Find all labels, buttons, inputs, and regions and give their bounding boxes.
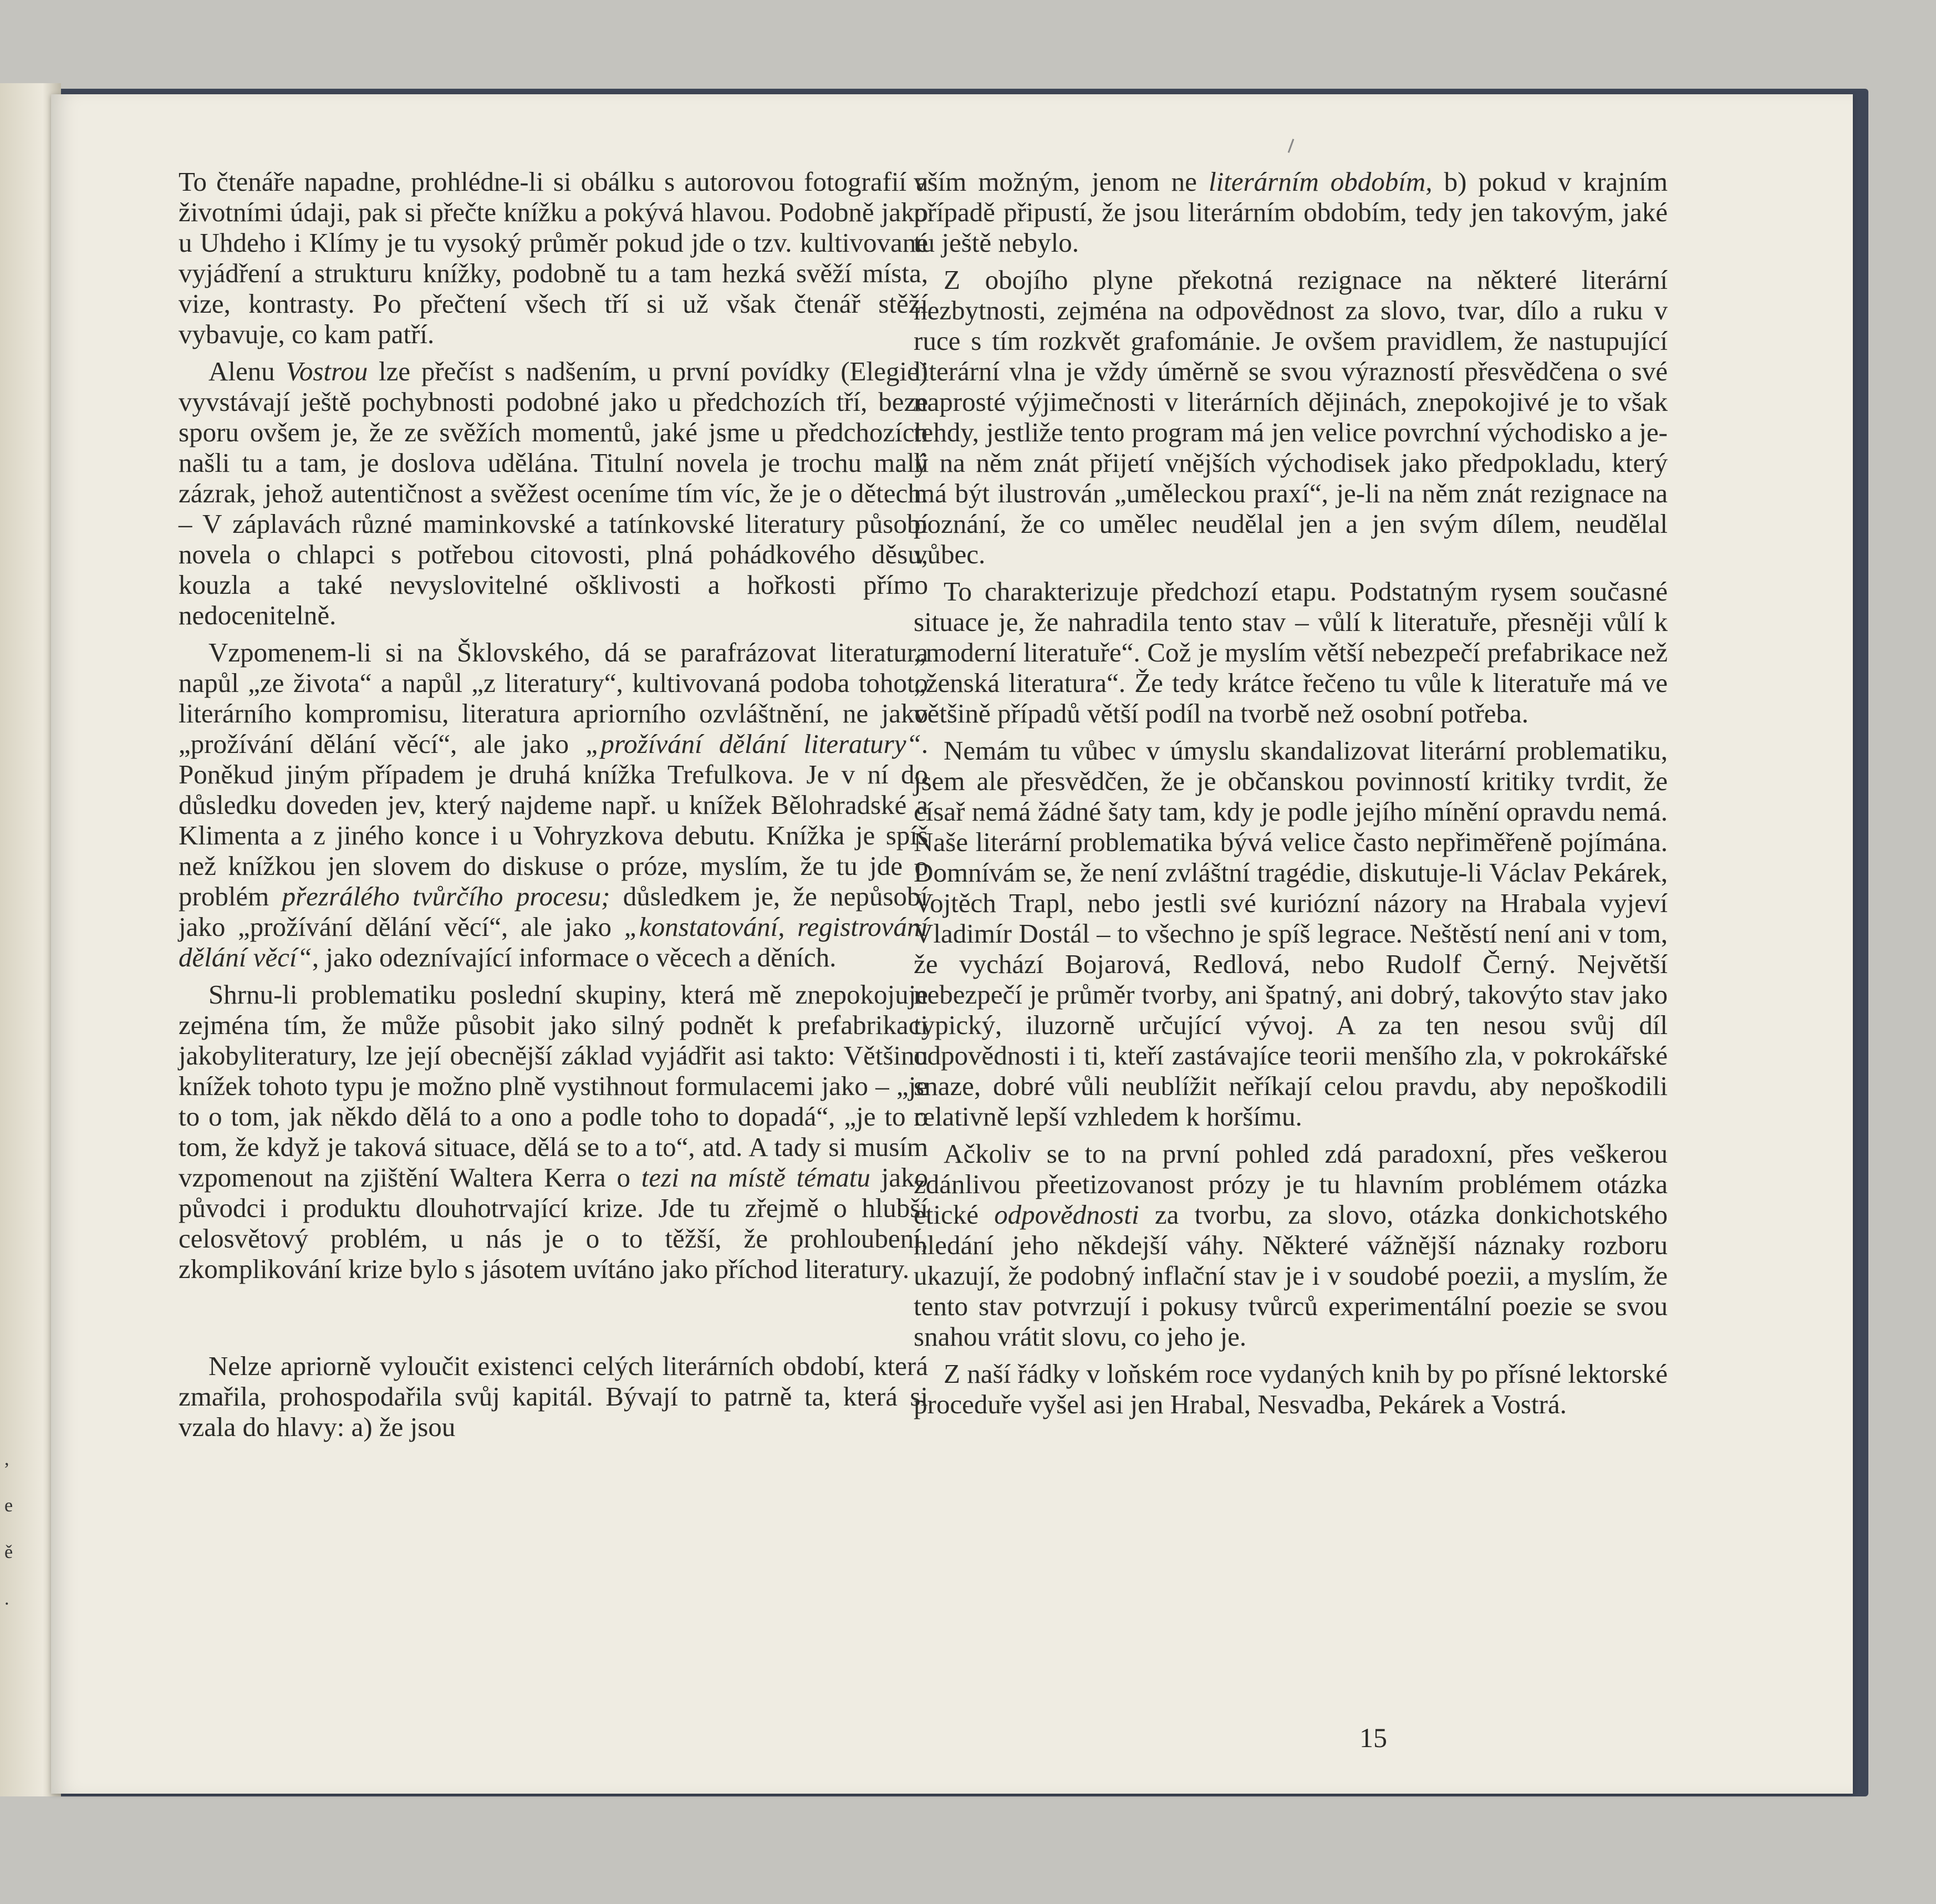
book-page (51, 94, 1853, 1794)
left-column (179, 166, 928, 1449)
paragraph: To charakterizuje předchozí etapu. Podstatným rysem současné situace je, že nahradila tento stav – vůlí k literatuře, přesněji vůlí k „moderní literatuře“. Což je myslím větší nebezpečí prefabrikace než „ženská literatura“. Že tedy krátce řečeno tu vůle k literatuře má ve většině případů větší podíl na tvorbě než osobní potřeba. (914, 576, 1668, 729)
right-column (914, 166, 1668, 1426)
edge-glyph: , (4, 1449, 9, 1469)
paragraph: Ačkoliv se to na první pohled zdá paradoxní, přes veškerou zdánlivou přeetizovanost prózy je tu hlavním problémem otázka etické odpovědnosti za tvorbu, za slovo, otázka donkichotského hledání jeho někdejší váhy. Některé vážnější náznaky rozboru ukazují, že podobný inflační stav je i v soudobé poezii, a myslím, že tento stav potvrzují i pokusy tvůrců experimentální poezie se svou snahou vrátit slovu, co jeho je. (914, 1138, 1668, 1352)
pencil-mark (1288, 139, 1295, 152)
edge-glyph: . (4, 1589, 9, 1609)
paragraph: Vzpomenem-li si na Šklovského, dá se parafrázovat literatura napůl „ze života“ a napůl „z literatury“, kultivovaná podoba tohoto literárního kompromisu, literatura apriorního ozvláštnění, ne jako „prožívání dělání věcí“, ale jako „prožívání dělání literatury“. Poněkud jiným případem je druhá knížka Trefulkova. Je v ní do důsledku doveden jev, který najdeme např. u knížek Bělohradské a Klimenta a z jiného konce i u Vohryzkova debutu. Knížka je spíš než knížkou jen slovem do diskuse o próze, myslím, že tu jde o problém přezrálého tvůrčího procesu; důsledkem je, že nepůsobí jako „prožívání dělání věcí“, ale jako „konstatování, registrování dělání věcí“, jako odeznívající informace o věcech a děních. (179, 637, 929, 973)
edge-glyphs (4, 1436, 16, 1622)
paragraph: Shrnu-li problematiku poslední skupiny, která mě znepokojuje zejména tím, že může působit jako silný podnět k prefabrikaci jakobyliteratury, lze její obecnější základ vyjádřit asi takto: Většinu knížek tohoto typu je možno plně vystihnout formulacemi jako – „je to o tom, jak někdo dělá to a ono a podle toho to dopadá“, „je to o tom, že když je taková situace, dělá se to a to“, atd. A tady si musím vzpomenout na zjištění Waltera Kerra o tezi na místě tématu jako původci i produktu dlouhotrvající krize. Jde tu zřejmě o hlubší celosvětový problém, u nás je o to těžší, že prohloubení, zkomplikování krize bylo s jásotem uvítáno jako příchod literatury. (179, 979, 928, 1284)
paragraph: Z obojího plyne překotná rezignace na některé literární nezbytnosti, zejména na odpovědnost za slovo, tvar, dílo a ruku v ruce s tím rozkvět grafománie. Je ovšem pravidlem, že nastupující literární vlna je vždy úměrně se svou výrazností přesvědčena o své naprosté výjimečnosti v literárních dějinách, znepokojivé je to však tehdy, jestliže tento program má jen velice povrchní východisko a je-li na něm znát přijetí vnějších východisek jako předpokladu, který má být ilustrován „uměleckou praxí“, je-li na něm znát rezignace na poznání, že co umělec neudělal jen a jen svým dílem, neudělal vůbec. (914, 264, 1668, 569)
paragraph: vším možným, jenom ne literárním obdobím, b) pokud v krajním případě připustí, že jsou literárním obdobím, tedy jen takovým, jaké tu ještě nebylo. (914, 166, 1668, 258)
paragraph: Nelze apriorně vyloučit existenci celých literárních období, která zmařila, prohospodařila svůj kapitál. Bývají to patrně ta, která si vzala do hlavy: a) že jsou (179, 1351, 928, 1442)
paragraph: Nemám tu vůbec v úmyslu skandalizovat literární problematiku, jsem ale přesvědčen, že je občanskou povinností kritiky tvrdit, že císař nemá žádné šaty tam, kdy je podle jejího mínění opravdu nemá. Naše literární problematika bývá velice často nepřiměřeně pojímána. Domnívám se, že není zvláštní tragédie, diskutuje-li Václav Pekárek, Vojtěch Trapl, nebo jestli své kuriózní názory na Hrabala vyjeví Vladimír Dostál – to všechno je spíš legrace. Neštěstí není ani v tom, že vychází Bojarová, Redlová, nebo Rudolf Černý. Největší nebezpečí je průměr tvorby, ani špatný, ani dobrý, takovýto stav jako typický, iluzorně určující vývoj. A za ten nesou svůj díl odpovědnosti i ti, kteří zastávajíce teorii menšího zla, v pokrokářské snaze, dobré vůli neublížit neříkají celou pravdu, aby nepoškodili relativně lepší vzhledem k horšímu. (914, 735, 1668, 1132)
edge-glyph: e (4, 1495, 13, 1516)
paragraph: Alenu Vostrou lze přečíst s nadšením, u první povídky (Elegie) vyvstávají ještě pochybnosti podobné jako u předchozích tří, beze sporu ovšem je, že ze svěžích momentů, jaké jsme u předchozích našli tu a tam, je doslova udělána. Titulní novela je trochu malý zázrak, jehož autentičnost a svěžest oceníme tím víc, že je o dětech. – V záplavách různé maminkovské a tatínkovské literatury působí novela o chlapci s potřebou citovosti, plná pohádkového děsu, kouzla a také nevyslovitelné ošklivosti a hořkosti přímo nedocenitelně. (179, 356, 929, 630)
edge-glyph: ě (4, 1542, 13, 1562)
page-number: 15 (1359, 1722, 1387, 1753)
paragraph: To čtenáře napadne, prohlédne-li si obálku s autorovou fotografií a životními údaji, pak si přečte knížku a pokývá hlavou. Podobně jako u Uhdeho i Klímy je tu vysoký průměr pokud jde o tzv. kultivované vyjádření a strukturu knížky, podobně tu a tam hezká svěží místa, vize, kontrasty. Po přečtení všech tří si už však čtenář stěží vybavuje, co kam patří. (179, 166, 928, 349)
paragraph: Z naší řádky v loňském roce vydaných knih by po přísné lektorské proceduře vyšel asi jen Hrabal, Nesvadba, Pekárek a Vostrá. (914, 1358, 1668, 1419)
